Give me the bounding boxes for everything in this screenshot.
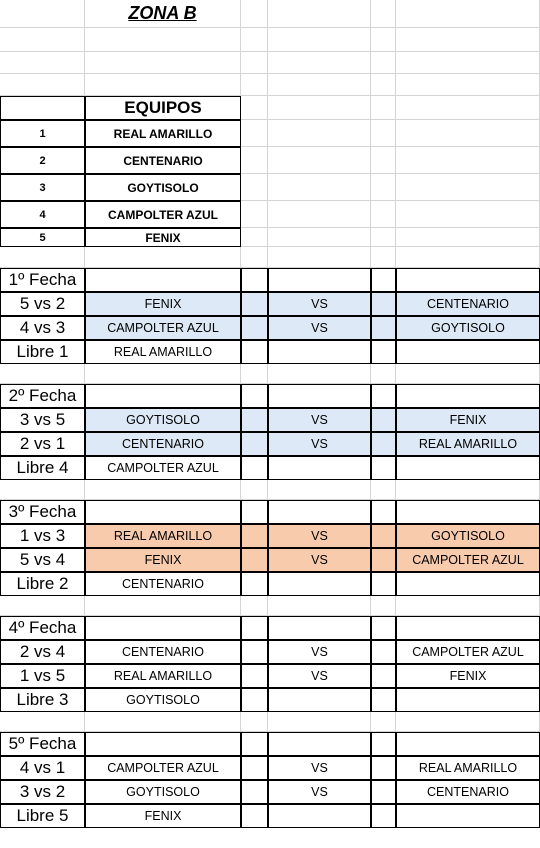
fecha-title-blank[interactable]: [268, 616, 371, 640]
empty-cell[interactable]: [241, 120, 268, 147]
vs-label[interactable]: VS: [268, 432, 371, 456]
vs-label[interactable]: VS: [268, 640, 371, 664]
fecha-title-blank[interactable]: [371, 500, 396, 524]
libre-label[interactable]: Libre 3: [0, 688, 85, 712]
empty-cell[interactable]: [396, 364, 540, 384]
empty-cell[interactable]: [85, 52, 241, 74]
empty-cell[interactable]: [268, 52, 371, 74]
empty-cell[interactable]: [0, 480, 85, 500]
spacer-cell[interactable]: [241, 664, 268, 688]
fecha-title-blank[interactable]: [241, 268, 268, 292]
libre-blank[interactable]: [268, 456, 371, 480]
empty-cell[interactable]: [0, 712, 85, 732]
vs-label[interactable]: VS: [268, 408, 371, 432]
vs-label[interactable]: VS: [268, 780, 371, 804]
libre-label[interactable]: Libre 2: [0, 572, 85, 596]
empty-cell[interactable]: [371, 74, 396, 96]
fecha-title-blank[interactable]: [396, 616, 540, 640]
spacer-cell[interactable]: [371, 548, 396, 572]
empty-cell[interactable]: [371, 174, 396, 201]
fecha-title[interactable]: 3º Fecha: [0, 500, 85, 524]
empty-cell[interactable]: [371, 480, 396, 500]
home-team[interactable]: CAMPOLTER AZUL: [85, 756, 241, 780]
team-number[interactable]: 1: [0, 120, 85, 147]
match-label[interactable]: 4 vs 1: [0, 756, 85, 780]
home-team[interactable]: CENTENARIO: [85, 432, 241, 456]
libre-blank[interactable]: [396, 456, 540, 480]
fecha-title-blank[interactable]: [396, 268, 540, 292]
empty-cell[interactable]: [396, 174, 540, 201]
empty-cell[interactable]: [241, 480, 268, 500]
empty-cell[interactable]: [241, 247, 268, 268]
empty-cell[interactable]: [241, 147, 268, 174]
match-label[interactable]: 2 vs 1: [0, 432, 85, 456]
fecha-title-blank[interactable]: [268, 268, 371, 292]
spacer-cell[interactable]: [241, 640, 268, 664]
empty-cell[interactable]: [241, 201, 268, 228]
libre-blank[interactable]: [241, 340, 268, 364]
fecha-title-blank[interactable]: [85, 500, 241, 524]
empty-cell[interactable]: [371, 0, 396, 28]
match-label[interactable]: 2 vs 4: [0, 640, 85, 664]
home-team[interactable]: CAMPOLTER AZUL: [85, 316, 241, 340]
vs-label[interactable]: VS: [268, 548, 371, 572]
spacer-cell[interactable]: [241, 524, 268, 548]
vs-label[interactable]: VS: [268, 316, 371, 340]
away-team[interactable]: GOYTISOLO: [396, 524, 540, 548]
fecha-title-blank[interactable]: [241, 616, 268, 640]
away-team[interactable]: CAMPOLTER AZUL: [396, 640, 540, 664]
fecha-title-blank[interactable]: [371, 384, 396, 408]
away-team[interactable]: FENIX: [396, 664, 540, 688]
empty-cell[interactable]: [396, 120, 540, 147]
empty-cell[interactable]: [371, 712, 396, 732]
empty-cell[interactable]: [396, 96, 540, 120]
away-team[interactable]: REAL AMARILLO: [396, 756, 540, 780]
empty-cell[interactable]: [396, 52, 540, 74]
empty-cell[interactable]: [268, 364, 371, 384]
zone-title[interactable]: ZONA B: [85, 0, 241, 28]
empty-cell[interactable]: [396, 712, 540, 732]
libre-blank[interactable]: [371, 340, 396, 364]
empty-cell[interactable]: [85, 480, 241, 500]
fecha-title-blank[interactable]: [396, 732, 540, 756]
fecha-title-blank[interactable]: [268, 500, 371, 524]
empty-cell[interactable]: [268, 74, 371, 96]
libre-team[interactable]: GOYTISOLO: [85, 688, 241, 712]
vs-label[interactable]: VS: [268, 524, 371, 548]
empty-cell[interactable]: [241, 712, 268, 732]
libre-blank[interactable]: [268, 572, 371, 596]
team-name[interactable]: REAL AMARILLO: [85, 120, 241, 147]
spacer-cell[interactable]: [241, 292, 268, 316]
fecha-title-blank[interactable]: [85, 616, 241, 640]
empty-cell[interactable]: [268, 712, 371, 732]
empty-cell[interactable]: [396, 247, 540, 268]
empty-cell[interactable]: [396, 28, 540, 52]
away-team[interactable]: CAMPOLTER AZUL: [396, 548, 540, 572]
libre-team[interactable]: CENTENARIO: [85, 572, 241, 596]
spacer-cell[interactable]: [371, 780, 396, 804]
empty-cell[interactable]: [85, 28, 241, 52]
empty-cell[interactable]: [371, 52, 396, 74]
spacer-cell[interactable]: [241, 780, 268, 804]
away-team[interactable]: CENTENARIO: [396, 780, 540, 804]
fecha-title-blank[interactable]: [396, 384, 540, 408]
away-team[interactable]: CENTENARIO: [396, 292, 540, 316]
empty-cell[interactable]: [0, 74, 85, 96]
spacer-cell[interactable]: [371, 292, 396, 316]
spacer-cell[interactable]: [241, 548, 268, 572]
fecha-title[interactable]: 4º Fecha: [0, 616, 85, 640]
match-label[interactable]: 1 vs 5: [0, 664, 85, 688]
fecha-title-blank[interactable]: [241, 384, 268, 408]
libre-label[interactable]: Libre 4: [0, 456, 85, 480]
empty-cell[interactable]: [268, 228, 371, 247]
match-label[interactable]: 5 vs 4: [0, 548, 85, 572]
team-number[interactable]: 5: [0, 228, 85, 247]
fecha-title-blank[interactable]: [371, 732, 396, 756]
team-number[interactable]: 2: [0, 147, 85, 174]
empty-cell[interactable]: [371, 596, 396, 616]
home-team[interactable]: FENIX: [85, 292, 241, 316]
fecha-title-blank[interactable]: [241, 500, 268, 524]
empty-cell[interactable]: [268, 174, 371, 201]
team-number[interactable]: 4: [0, 201, 85, 228]
libre-team[interactable]: CAMPOLTER AZUL: [85, 456, 241, 480]
home-team[interactable]: FENIX: [85, 548, 241, 572]
empty-cell[interactable]: [396, 147, 540, 174]
empty-cell[interactable]: [371, 96, 396, 120]
empty-cell[interactable]: [371, 120, 396, 147]
empty-cell[interactable]: [0, 28, 85, 52]
empty-cell[interactable]: [268, 247, 371, 268]
team-name[interactable]: GOYTISOLO: [85, 174, 241, 201]
fecha-title-blank[interactable]: [85, 732, 241, 756]
empty-cell[interactable]: [85, 712, 241, 732]
away-team[interactable]: FENIX: [396, 408, 540, 432]
libre-blank[interactable]: [241, 688, 268, 712]
empty-cell[interactable]: [268, 147, 371, 174]
vs-label[interactable]: VS: [268, 756, 371, 780]
spacer-cell[interactable]: [241, 316, 268, 340]
home-team[interactable]: GOYTISOLO: [85, 408, 241, 432]
fecha-title[interactable]: 1º Fecha: [0, 268, 85, 292]
empty-cell[interactable]: [85, 74, 241, 96]
libre-team[interactable]: REAL AMARILLO: [85, 340, 241, 364]
fecha-title-blank[interactable]: [268, 384, 371, 408]
spacer-cell[interactable]: [241, 432, 268, 456]
empty-cell[interactable]: [241, 74, 268, 96]
fecha-title-blank[interactable]: [241, 732, 268, 756]
home-team[interactable]: GOYTISOLO: [85, 780, 241, 804]
empty-cell[interactable]: [268, 201, 371, 228]
empty-cell[interactable]: [396, 596, 540, 616]
empty-cell[interactable]: [371, 201, 396, 228]
equipos-header[interactable]: EQUIPOS: [85, 96, 241, 120]
empty-cell[interactable]: [241, 52, 268, 74]
empty-cell[interactable]: [0, 52, 85, 74]
vs-label[interactable]: VS: [268, 292, 371, 316]
empty-cell[interactable]: [241, 228, 268, 247]
libre-blank[interactable]: [396, 572, 540, 596]
empty-cell[interactable]: [241, 596, 268, 616]
libre-blank[interactable]: [241, 456, 268, 480]
empty-cell[interactable]: [268, 28, 371, 52]
empty-cell[interactable]: [396, 480, 540, 500]
fecha-title[interactable]: 2º Fecha: [0, 384, 85, 408]
vs-label[interactable]: VS: [268, 664, 371, 688]
empty-cell[interactable]: [268, 120, 371, 147]
team-number[interactable]: 3: [0, 174, 85, 201]
spacer-cell[interactable]: [371, 640, 396, 664]
spacer-cell[interactable]: [371, 408, 396, 432]
match-label[interactable]: 1 vs 3: [0, 524, 85, 548]
empty-cell[interactable]: [241, 174, 268, 201]
empty-cell[interactable]: [371, 247, 396, 268]
team-name[interactable]: FENIX: [85, 228, 241, 247]
spacer-cell[interactable]: [371, 432, 396, 456]
empty-cell[interactable]: [0, 596, 85, 616]
empty-cell[interactable]: [0, 247, 85, 268]
libre-blank[interactable]: [371, 456, 396, 480]
home-team[interactable]: REAL AMARILLO: [85, 664, 241, 688]
empty-cell[interactable]: [371, 228, 396, 247]
empty-cell[interactable]: [241, 96, 268, 120]
empty-cell[interactable]: [0, 364, 85, 384]
equipos-header-blank[interactable]: [0, 96, 85, 120]
libre-blank[interactable]: [396, 804, 540, 828]
libre-blank[interactable]: [396, 688, 540, 712]
libre-blank[interactable]: [396, 340, 540, 364]
away-team[interactable]: REAL AMARILLO: [396, 432, 540, 456]
libre-blank[interactable]: [268, 688, 371, 712]
empty-cell[interactable]: [268, 0, 371, 28]
empty-cell[interactable]: [396, 201, 540, 228]
empty-cell[interactable]: [241, 0, 268, 28]
spacer-cell[interactable]: [371, 316, 396, 340]
libre-blank[interactable]: [371, 572, 396, 596]
empty-cell[interactable]: [85, 596, 241, 616]
fecha-title-blank[interactable]: [396, 500, 540, 524]
spacer-cell[interactable]: [371, 664, 396, 688]
fecha-title-blank[interactable]: [85, 384, 241, 408]
fecha-title-blank[interactable]: [85, 268, 241, 292]
empty-cell[interactable]: [268, 596, 371, 616]
match-label[interactable]: 5 vs 2: [0, 292, 85, 316]
libre-team[interactable]: FENIX: [85, 804, 241, 828]
libre-blank[interactable]: [371, 804, 396, 828]
libre-label[interactable]: Libre 5: [0, 804, 85, 828]
empty-cell[interactable]: [0, 0, 85, 28]
empty-cell[interactable]: [241, 364, 268, 384]
match-label[interactable]: 4 vs 3: [0, 316, 85, 340]
empty-cell[interactable]: [371, 28, 396, 52]
fecha-title-blank[interactable]: [371, 268, 396, 292]
empty-cell[interactable]: [396, 74, 540, 96]
team-name[interactable]: CAMPOLTER AZUL: [85, 201, 241, 228]
spacer-cell[interactable]: [371, 756, 396, 780]
libre-blank[interactable]: [241, 572, 268, 596]
spacer-cell[interactable]: [241, 408, 268, 432]
libre-blank[interactable]: [371, 688, 396, 712]
empty-cell[interactable]: [268, 96, 371, 120]
home-team[interactable]: REAL AMARILLO: [85, 524, 241, 548]
match-label[interactable]: 3 vs 5: [0, 408, 85, 432]
empty-cell[interactable]: [268, 480, 371, 500]
empty-cell[interactable]: [85, 247, 241, 268]
empty-cell[interactable]: [396, 0, 540, 28]
libre-blank[interactable]: [268, 340, 371, 364]
fecha-title-blank[interactable]: [371, 616, 396, 640]
match-label[interactable]: 3 vs 2: [0, 780, 85, 804]
libre-blank[interactable]: [241, 804, 268, 828]
empty-cell[interactable]: [241, 28, 268, 52]
empty-cell[interactable]: [371, 364, 396, 384]
away-team[interactable]: GOYTISOLO: [396, 316, 540, 340]
spacer-cell[interactable]: [371, 524, 396, 548]
libre-blank[interactable]: [268, 804, 371, 828]
fecha-title-blank[interactable]: [268, 732, 371, 756]
empty-cell[interactable]: [371, 147, 396, 174]
home-team[interactable]: CENTENARIO: [85, 640, 241, 664]
empty-cell[interactable]: [396, 228, 540, 247]
fecha-title[interactable]: 5º Fecha: [0, 732, 85, 756]
libre-label[interactable]: Libre 1: [0, 340, 85, 364]
empty-cell[interactable]: [85, 364, 241, 384]
spacer-cell[interactable]: [241, 756, 268, 780]
team-name[interactable]: CENTENARIO: [85, 147, 241, 174]
